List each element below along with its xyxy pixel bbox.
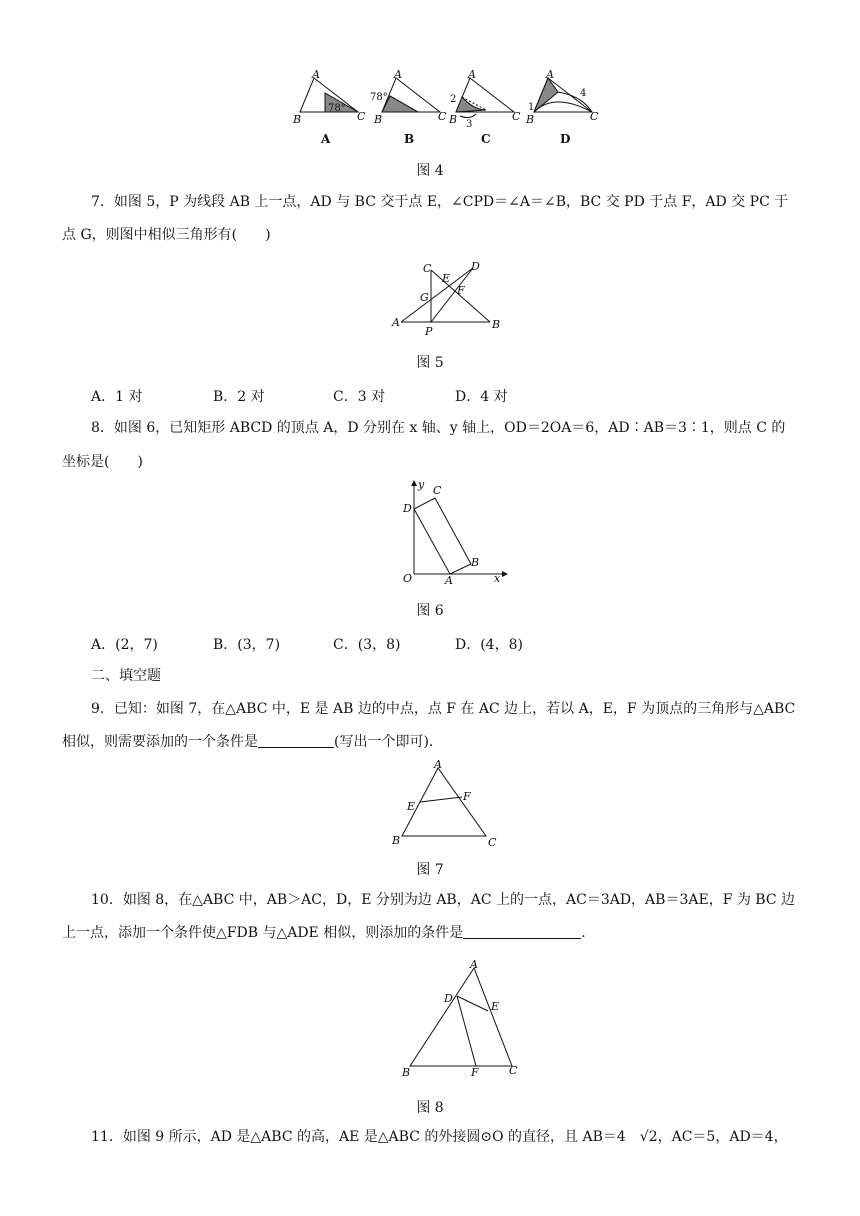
fig6-label-d: D [403,502,412,515]
fig4-d-mark-1: 1 [528,102,535,113]
q9-text-line1: 9．已知：如图 7，在△ABC 中，E 是 AB 边的中点，点 F 在 AC 边上，若以 A，E，F 为顶点的三角形与△ABC [91,701,796,717]
fig8-label-e: E [491,1000,500,1013]
q8-text-line1: 8．如图 6，已知矩形 ABCD 的顶点 A，D 分别在 x 轴、y 轴上，OD＝2OA＝6，AD∶AB＝3∶1，则点 C 的 [91,420,786,436]
fig6-label-b: B [471,556,480,569]
fig5-label-f: F [457,284,465,297]
fig6-label-y: y [418,478,425,491]
q9-answer-blank[interactable] [258,733,334,748]
figure-8 [396,954,526,1080]
q11-text-line1: 11．如图 9 所示，AD 是△ABC 的高，AE 是△ABC 的外接圆⊙O 的直径，且 AB＝4 √2，AC＝5，AD＝4， [91,1129,788,1145]
fig4-c-label-a: A [468,68,476,81]
fig8-label-d: D [444,992,453,1005]
q10-text-pre: 上一点，添加一个条件使△FDB 与△ADE 相似，则添加的条件是 [62,925,464,941]
fig4-d-label-b: B [526,113,535,126]
q7-text-line1: 7．如图 5，P 为线段 AB 上一点，AD 与 BC 交于点 E，∠CPD＝∠A＝∠B，BC 交 PD 于点 F，AD 交 PC 于 [91,194,789,210]
fig4-c-label-b: B [449,113,458,126]
q7-option-c[interactable]: C．3 对 [333,389,386,405]
section-heading: 二、填空题 [91,668,161,684]
fig4-c-mark-1: 2 [450,94,457,105]
fig4-option-b [370,68,447,146]
fig4-a-angle: 78° [328,103,346,114]
q9-text-post: (写出一个即可). [334,734,434,750]
fig4-option-b-label: B [404,132,415,146]
fig4-b-label-c: C [438,110,447,123]
fig8-caption: 图 8 [416,1100,444,1116]
q7-options [91,386,508,406]
fig7-label-b: B [392,834,401,847]
q10-text-line2 [62,923,586,943]
fig4-a-label-b: B [293,113,302,126]
fig7-label-a: A [434,758,442,771]
fig4-caption: 图 4 [416,163,444,179]
fig4-option-c-label: C [481,132,491,146]
fig4-option-d-label: D [560,132,571,146]
q10-answer-blank[interactable] [463,924,581,939]
q10-text-line1: 10．如图 8，在△ABC 中，AB＞AC，D，E 分别为边 AB，AC 上的一点，AC＝3AD，AB＝3AE，F 为 BC 边 [91,892,796,908]
fig5-caption: 图 5 [416,355,444,371]
fig6-label-x: x [494,572,501,585]
fig5-label-p: P [425,325,433,338]
fig5-label-e: E [442,272,451,285]
q7-option-a[interactable]: A．1 对 [91,389,143,405]
fig4-a-label-a: A [312,68,320,81]
fig8-label-c: C [509,1064,518,1077]
fig5-label-b: B [492,318,501,331]
fig7-caption: 图 7 [416,862,444,878]
fig8-label-a: A [470,958,478,971]
q7-option-b[interactable]: B．2 对 [213,389,265,405]
q8-options [91,634,523,654]
figure-4 [290,66,610,148]
q8-option-b[interactable]: B．(3，7) [213,637,281,653]
fig6-label-c: C [433,484,442,497]
q8-option-c[interactable]: C．(3，8) [333,637,401,653]
figure-7 [388,758,508,852]
fig4-b-label-a: A [394,68,402,81]
q8-option-d[interactable]: D．(4，8) [455,637,523,653]
fig4-c-label-c: C [512,110,521,123]
q7-option-d[interactable]: D．4 对 [455,389,508,405]
fig4-b-label-b: B [374,113,383,126]
fig5-label-d: D [471,260,480,273]
fig5-label-a: A [392,316,400,329]
fig4-option-c [448,68,521,146]
q10-text-post: . [581,925,586,941]
q9-text-pre: 相似，则需要添加的一个条件是 [62,734,258,750]
fig4-b-angle: 78° [370,92,388,103]
fig6-label-a: A [445,574,453,586]
q8-option-a[interactable]: A．(2，7) [91,637,158,653]
fig4-option-a [292,68,366,146]
fig4-c-mark-2: 3 [466,119,473,130]
figure-5 [388,258,508,338]
fig4-option-a-label: A [321,132,331,146]
fig6-caption: 图 6 [416,603,444,619]
fig4-d-mark-2: 4 [580,88,587,99]
fig5-label-g: G [420,291,429,304]
fig4-option-d [525,68,599,146]
q8-text-line2: 坐标是( ) [62,454,143,470]
q9-text-line2 [62,732,433,752]
fig7-label-e: E [407,800,416,813]
fig7-label-c: C [488,836,497,849]
fig4-d-label-c: C [590,110,599,123]
fig4-a-label-c: C [357,110,366,123]
fig5-label-c: C [423,262,432,275]
fig4-d-label-a: A [546,68,554,81]
q7-text-line2: 点 G，则图中相似三角形有( ) [62,227,271,243]
fig6-label-o: O [403,572,413,585]
figure-6 [394,478,509,586]
fig8-label-b: B [402,1066,411,1079]
fig8-label-f: F [471,1066,479,1079]
fig7-label-f: F [463,790,471,803]
